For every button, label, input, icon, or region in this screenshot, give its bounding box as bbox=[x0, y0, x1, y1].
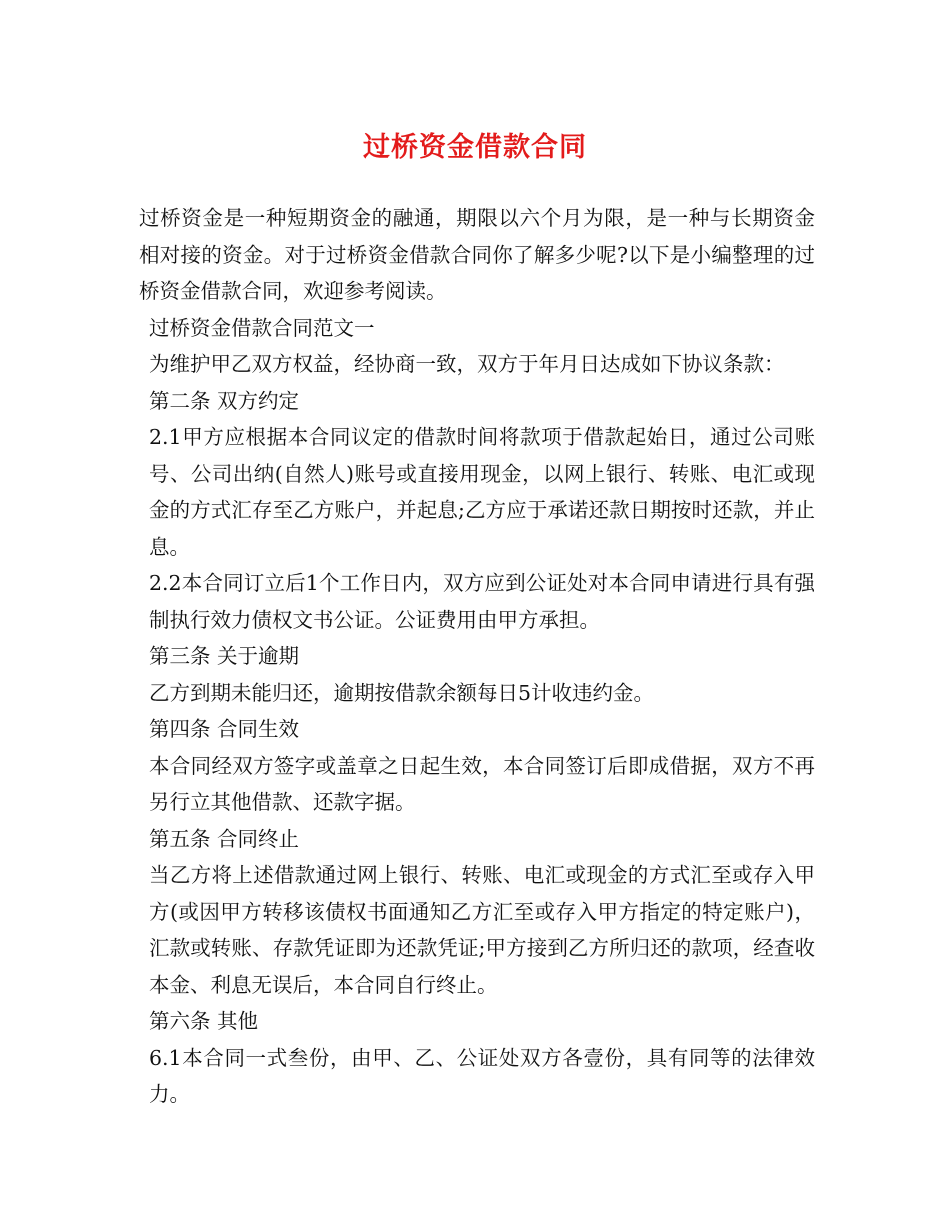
article-heading: 第六条 其他 bbox=[149, 1009, 259, 1033]
clause-paragraph: 6.1本合同一式叁份，由甲、乙、公证处双方各壹份，具有同等的法律效力。 bbox=[149, 1045, 815, 1106]
clause-paragraph: 2.1甲方应根据本合同议定的借款时间将款项于借款起始日，通过公司账号、公司出纳(自然人)账号或直接用现金，以网上银行、转账、电汇或现金的方式汇存至乙方账户，并起息;乙方应于承诺还款日期按时还款，并止息。 bbox=[149, 425, 815, 559]
clause-paragraph: 2.2本合同订立后1个工作日内，双方应到公证处对本合同申请进行具有强制执行效力债权文书公证。公证费用由甲方承担。 bbox=[149, 571, 815, 632]
clause-paragraph: 本合同经双方签字或盖章之日起生效，本合同签订后即成借据，双方不再另行立其他借款、还款字据。 bbox=[149, 753, 815, 814]
clause-paragraph: 乙方到期未能归还，逾期按借款余额每日5计收违约金。 bbox=[149, 680, 655, 705]
clause-paragraph: 当乙方将上述借款通过网上银行、转账、电汇或现金的方式汇至或存入甲方(或因甲方转移该债权书面通知乙方汇至或存入甲方指定的特定账户)，汇款或转账、存款凭证即为还款凭证;甲方接到乙方所归还的款项，经查收本金、利息无误后，本合同自行终止。 bbox=[149, 863, 815, 997]
document-title: 过桥资金借款合同 bbox=[363, 132, 587, 163]
article-heading: 第二条 双方约定 bbox=[149, 388, 300, 413]
article-heading: 第三条 关于逾期 bbox=[149, 644, 300, 668]
preamble-paragraph: 为维护甲乙双方权益，经协商一致，双方于年月日达成如下协议条款： bbox=[149, 352, 785, 376]
article-heading: 第四条 合同生效 bbox=[149, 717, 300, 741]
intro-paragraph: 过桥资金是一种短期资金的融通，期限以六个月为限，是一种与长期资金相对接的资金。对于过桥资金借款合同你了解多少呢?以下是小编整理的过桥资金借款合同，欢迎参考阅读。 bbox=[139, 206, 815, 303]
section-heading: 过桥资金借款合同范文一 bbox=[149, 315, 375, 340]
article-heading: 第五条 合同终止 bbox=[149, 826, 300, 851]
document-body bbox=[139, 200, 815, 1113]
